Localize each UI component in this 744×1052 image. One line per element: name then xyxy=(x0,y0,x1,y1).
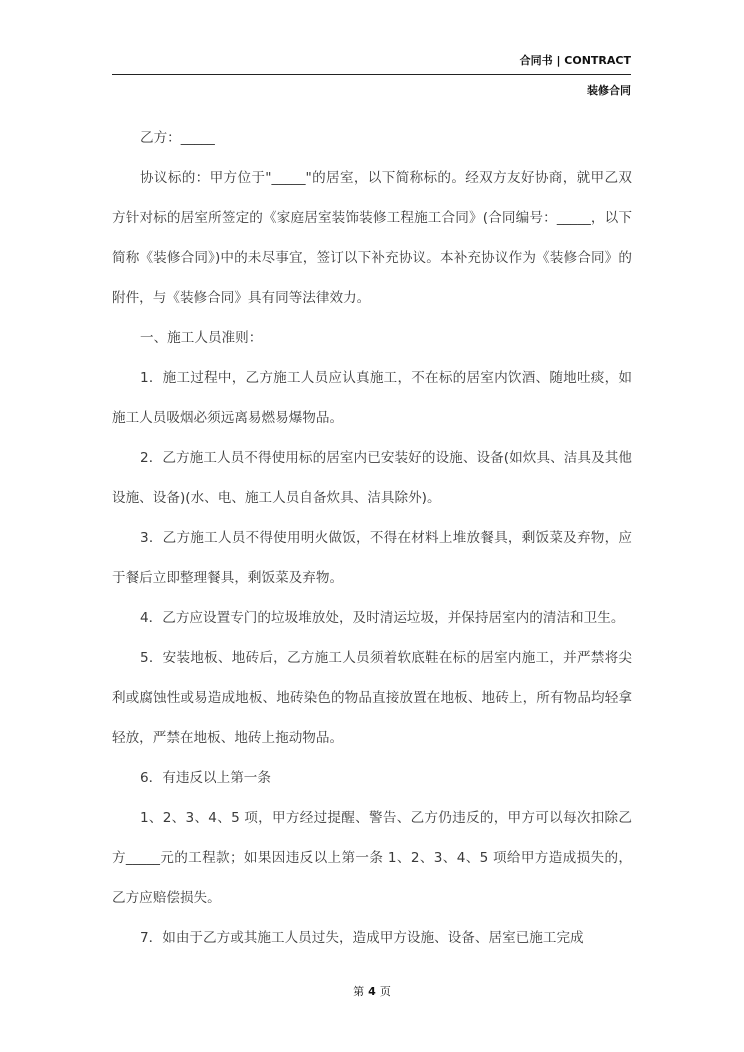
header-divider xyxy=(112,74,631,75)
header-brand: 合同书 | CONTRACT xyxy=(519,54,631,67)
page-prefix: 第 xyxy=(353,985,365,998)
page-header xyxy=(112,52,631,116)
party-b-line: 乙方：_____ xyxy=(140,130,215,146)
page-footer xyxy=(0,983,744,999)
rule-item-5: 5．安装地板、地砖后，乙方施工人员须着软底鞋在标的居室内施工，并严禁将尖利或腐蚀性或易造成地板、地砖染色的物品直接放置在地板、地砖上，所有物品均轻拿轻放，严禁在地板、地砖上拖动物品。 xyxy=(112,650,632,746)
page-number: 4 xyxy=(368,985,376,998)
rule-item-4: 4．乙方应设置专门的垃圾堆放处，及时清运垃圾，并保持居室内的清洁和卫生。 xyxy=(140,610,625,626)
page-suffix: 页 xyxy=(379,985,391,998)
agreement-subject-paragraph: 协议标的：甲方位于"_____"的居室，以下简称标的。经双方友好协商，就甲乙双方针对标的居室所签定的《家庭居室装饰装修工程施工合同》(合同编号：_____，以下简称《装修合同》)中的未尽事宜，签订以下补充协议。本补充协议作为《装修合同》的附件，与《装修合同》具有同等法律效力。 xyxy=(112,170,632,306)
rule-item-7: 7．如由于乙方或其施工人员过失，造成甲方设施、设备、居室已施工完成 xyxy=(140,930,584,946)
rule-item-1: 1．施工过程中，乙方施工人员应认真施工，不在标的居室内饮酒、随地吐痰，如施工人员吸烟必须远离易燃易爆物品。 xyxy=(112,370,632,426)
section-heading-worker-rules: 一、施工人员准则： xyxy=(140,330,263,346)
rule-item-6: 6．有违反以上第一条 xyxy=(140,770,271,786)
rule-item-2: 2．乙方施工人员不得使用标的居室内已安装好的设施、设备(如炊具、洁具及其他设施、设备)(水、电、施工人员自备炊具、洁具除外)。 xyxy=(112,450,632,506)
penalty-paragraph: 1、2、3、4、5 项，甲方经过提醒、警告、乙方仍违反的，甲方可以每次扣除乙方_____元的工程款；如果因违反以上第一条 1、2、3、4、5 项给甲方造成损失的，乙方应赔偿损失。 xyxy=(112,810,632,906)
document-body xyxy=(112,118,632,958)
header-doc-type: 装修合同 xyxy=(587,84,631,97)
rule-item-3: 3．乙方施工人员不得使用明火做饭，不得在材料上堆放餐具，剩饭菜及弃物，应于餐后立即整理餐具，剩饭菜及弃物。 xyxy=(112,530,632,586)
